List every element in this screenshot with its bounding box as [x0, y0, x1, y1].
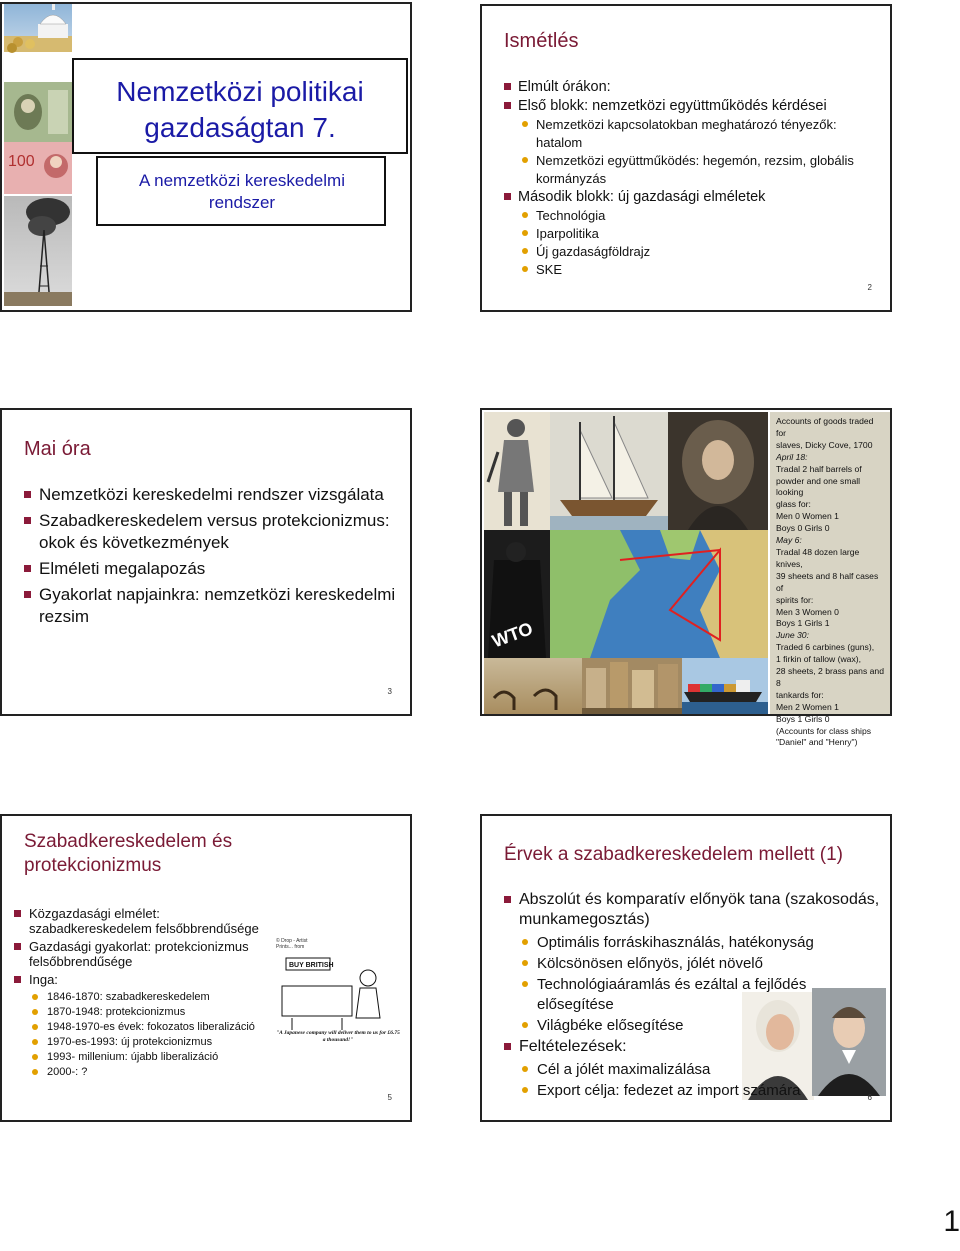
dot-bullet-icon — [522, 212, 528, 218]
dot-bullet-icon — [32, 994, 38, 1000]
slide-heading: Mai óra — [24, 438, 91, 460]
oil-derrick-image — [4, 196, 72, 306]
bullet-text: 1870-1948: protekcionizmus — [47, 1006, 186, 1018]
square-bullet-icon — [504, 83, 511, 90]
dot-bullet-icon — [32, 1024, 38, 1030]
sub-bullet-item — [504, 1016, 884, 1036]
sub-bullet-item — [504, 152, 884, 188]
bullet-text: 1970-es-1993: új protekcionizmus — [47, 1036, 213, 1048]
ledger-line: 28 sheets, 2 brass pans and 8 — [776, 666, 884, 688]
dot-bullet-icon — [522, 1087, 528, 1093]
ledger-line: 39 sheets and 8 half cases of — [776, 570, 879, 593]
ledger-line: May 6: — [776, 535, 802, 546]
dot-bullet-icon — [522, 1022, 528, 1028]
wto-label: WTO — [489, 618, 536, 652]
square-bullet-icon — [14, 910, 21, 917]
slide-title: Nemzetközi politikai gazdaságtan 7. — [116, 76, 364, 143]
sub-bullet-item — [504, 1060, 884, 1080]
bullet-item — [14, 972, 284, 987]
sub-bullet-item — [504, 225, 884, 243]
ledger-line: Tradal 2 half barrels of — [776, 463, 862, 474]
bullet-item — [504, 188, 884, 206]
bullet-list — [504, 890, 884, 1102]
ledger-line: Accounts of goods traded for — [776, 416, 874, 438]
triangular-trade-map — [550, 530, 768, 658]
ledger-line: glass for: — [776, 499, 811, 510]
bullet-text: Iparpolitika — [536, 226, 599, 241]
slide-number: 6 — [867, 1093, 872, 1102]
bullet-list — [24, 484, 404, 632]
ledger-line: Men 2 Women 1 — [776, 701, 839, 712]
ledger-line: tankards for: — [776, 689, 824, 700]
bullet-text: Közgazdasági elmélet: szabadkereskedelem felsőbbrendűsége — [29, 906, 259, 936]
slave-trade-ledger — [770, 412, 890, 748]
ledger-line: powder and one small looking — [776, 475, 861, 498]
ledger-line: "Daniel" and "Henry") — [776, 737, 858, 748]
bullet-text: Inga: — [29, 972, 58, 987]
sub-bullet-item — [504, 954, 884, 974]
square-bullet-icon — [504, 1043, 511, 1050]
banknote-image — [4, 82, 72, 142]
sub-bullet-item — [504, 207, 884, 225]
bullet-text: Technológiaáramlás és ezáltal a fejlődés elősegítése — [537, 976, 807, 1013]
cartoon-sign: BUY BRITISH — [289, 962, 334, 969]
buy-british-cartoon — [272, 934, 402, 1044]
bullet-text: Abszolút és komparatív előnyök tana (szakosodás, munkamegosztás) — [519, 891, 880, 928]
bullet-item — [14, 939, 284, 969]
dot-bullet-icon — [522, 157, 528, 163]
page-number: 1 — [943, 1205, 960, 1238]
dot-bullet-icon — [522, 266, 528, 272]
slide-4 — [480, 408, 892, 748]
bullet-text: Kölcsönösen előnyös, jólét növelő — [537, 955, 763, 972]
dot-bullet-icon — [522, 981, 528, 987]
dot-bullet-icon — [522, 248, 528, 254]
bullet-text: Optimális forráskihasználás, hatékonyság — [537, 934, 814, 951]
ledger-line: slaves, Dicky Cove, 1700 — [776, 439, 873, 450]
slide-heading: Érvek a szabadkereskedelem mellett (1) — [504, 844, 843, 865]
bullet-text: Nemzetközi együttműködés: hegemón, rezsim, globális kormányzás — [536, 153, 854, 186]
bullet-text: Új gazdaságföldrajz — [536, 244, 651, 259]
dot-bullet-icon — [522, 939, 528, 945]
slide-number: 3 — [387, 687, 392, 696]
slide-5 — [0, 814, 412, 1122]
square-bullet-icon — [24, 565, 31, 572]
ledger-line: Traded 6 carbines (guns), — [776, 642, 875, 653]
ledger-line: 1 firkin of tallow (wax), — [776, 654, 862, 665]
sub-bullet-item — [14, 1065, 284, 1080]
bullet-list — [504, 78, 884, 279]
old-town-square-image — [582, 658, 682, 714]
capitol-image — [4, 4, 72, 52]
slide-1 — [0, 2, 412, 312]
svg-text:100: 100 — [8, 153, 35, 170]
camel-caravan-image — [484, 658, 582, 714]
sub-bullet-item — [504, 116, 884, 152]
sub-bullet-item — [14, 1020, 284, 1035]
slide-subtitle: A nemzetközi kereskedelmi rendszer — [139, 171, 345, 212]
bullet-item — [504, 890, 884, 930]
ledger-line: Tradal 48 dozen large knives, — [776, 546, 860, 569]
bullet-text: Szabadkereskedelem versus protekcionizmus: okok és következmények — [39, 511, 390, 552]
bullet-item — [24, 484, 404, 506]
square-bullet-icon — [24, 517, 31, 524]
container-ship-image — [682, 658, 768, 714]
ledger-line: Men 0 Women 1 — [776, 511, 839, 522]
dot-bullet-icon — [32, 1039, 38, 1045]
yuan-note-image — [4, 142, 72, 194]
dot-bullet-icon — [32, 1069, 38, 1075]
ledger-line: spirits for: — [776, 594, 814, 605]
ledger-line: (Accounts for class ships — [776, 725, 872, 736]
slide-6 — [480, 814, 892, 1122]
dot-bullet-icon — [522, 960, 528, 966]
explorer-image — [484, 412, 550, 530]
bullet-item — [504, 78, 884, 96]
bullet-text: 2000-: ? — [47, 1066, 88, 1078]
ledger-line: Men 3 Women 0 — [776, 606, 839, 617]
bullet-text: SKE — [536, 262, 563, 277]
square-bullet-icon — [504, 193, 511, 200]
square-bullet-icon — [24, 491, 31, 498]
ledger-line: Boys 1 Girls 0 — [776, 713, 830, 724]
ledger-line: Boys 0 Girls 0 — [776, 523, 830, 534]
square-bullet-icon — [504, 896, 511, 903]
sub-bullet-item — [504, 1081, 884, 1101]
bullet-text: Technológia — [536, 208, 606, 223]
ledger-line: April 18: — [776, 451, 808, 462]
bullet-text: Elméleti megalapozás — [39, 559, 206, 578]
bullet-text: Világbéke elősegítése — [537, 1017, 684, 1034]
ledger-line: Boys 1 Girls 1 — [776, 618, 830, 629]
caravel-ship-image — [550, 412, 668, 530]
bullet-text: Nemzetközi kereskedelmi rendszer vizsgálata — [39, 485, 384, 504]
sub-bullet-item — [14, 1050, 284, 1065]
slide-number: 5 — [387, 1093, 392, 1102]
bullet-item — [14, 906, 284, 936]
bullet-text: Elmúlt órákon: — [518, 79, 611, 95]
bullet-item — [504, 97, 884, 115]
square-bullet-icon — [504, 102, 511, 109]
sub-bullet-item — [14, 990, 284, 1005]
slide-3 — [0, 408, 412, 716]
square-bullet-icon — [14, 976, 21, 983]
wto-figure-image — [484, 530, 550, 658]
bullet-text: 1846-1870: szabadkereskedelem — [47, 991, 210, 1003]
bullet-text: 1993- millenium: újabb liberalizáció — [47, 1051, 219, 1063]
dot-bullet-icon — [522, 1066, 528, 1072]
svg-text:Prints... from: Prints... from — [276, 944, 305, 950]
dot-bullet-icon — [32, 1009, 38, 1015]
bullet-item — [24, 510, 404, 554]
portrait-image — [668, 412, 768, 530]
bullet-text: Nemzetközi kapcsolatokban meghatározó tényezők: hatalom — [536, 117, 837, 150]
bullet-text: Második blokk: új gazdasági elméletek — [518, 189, 766, 205]
dot-bullet-icon — [522, 121, 528, 127]
bullet-text: Gazdasági gyakorlat: protekcionizmus felsőbbrendűsége — [29, 939, 249, 969]
square-bullet-icon — [14, 943, 21, 950]
sub-bullet-item — [504, 243, 884, 261]
sub-bullet-item — [504, 975, 884, 1015]
sub-bullet-item — [504, 261, 884, 279]
bullet-list — [14, 906, 284, 1080]
svg-text:© Drop - Artist: © Drop - Artist — [276, 938, 308, 944]
bullet-item — [24, 558, 404, 580]
cartoon-caption: "A Japanese company will deliver them to us for £6.75 a thousand!" — [276, 1030, 400, 1043]
dot-bullet-icon — [522, 230, 528, 236]
dot-bullet-icon — [32, 1054, 38, 1060]
bullet-text: 1948-1970-es évek: fokozatos liberalizáció — [47, 1021, 255, 1033]
bullet-item — [24, 584, 404, 628]
sub-bullet-item — [504, 933, 884, 953]
ledger-line: June 30: — [776, 630, 809, 641]
bullet-item — [504, 1037, 884, 1057]
square-bullet-icon — [24, 591, 31, 598]
slide-2 — [480, 4, 892, 312]
sub-bullet-item — [14, 1005, 284, 1020]
bullet-text: Gyakorlat napjainkra: nemzetközi kereskedelmi rezsim — [39, 585, 396, 626]
slide-heading: Szabadkereskedelem és protekcionizmus — [24, 831, 233, 876]
slide-number: 2 — [867, 283, 872, 292]
sub-bullet-item — [14, 1035, 284, 1050]
slide-heading: Ismétlés — [504, 30, 579, 52]
bullet-text: Cél a jólét maximalizálása — [537, 1061, 711, 1078]
bullet-text: Első blokk: nemzetközi együttműködés kérdései — [518, 98, 827, 114]
bullet-text: Feltételezések: — [519, 1038, 627, 1055]
bullet-text: Export célja: fedezet az import számára — [537, 1082, 801, 1099]
